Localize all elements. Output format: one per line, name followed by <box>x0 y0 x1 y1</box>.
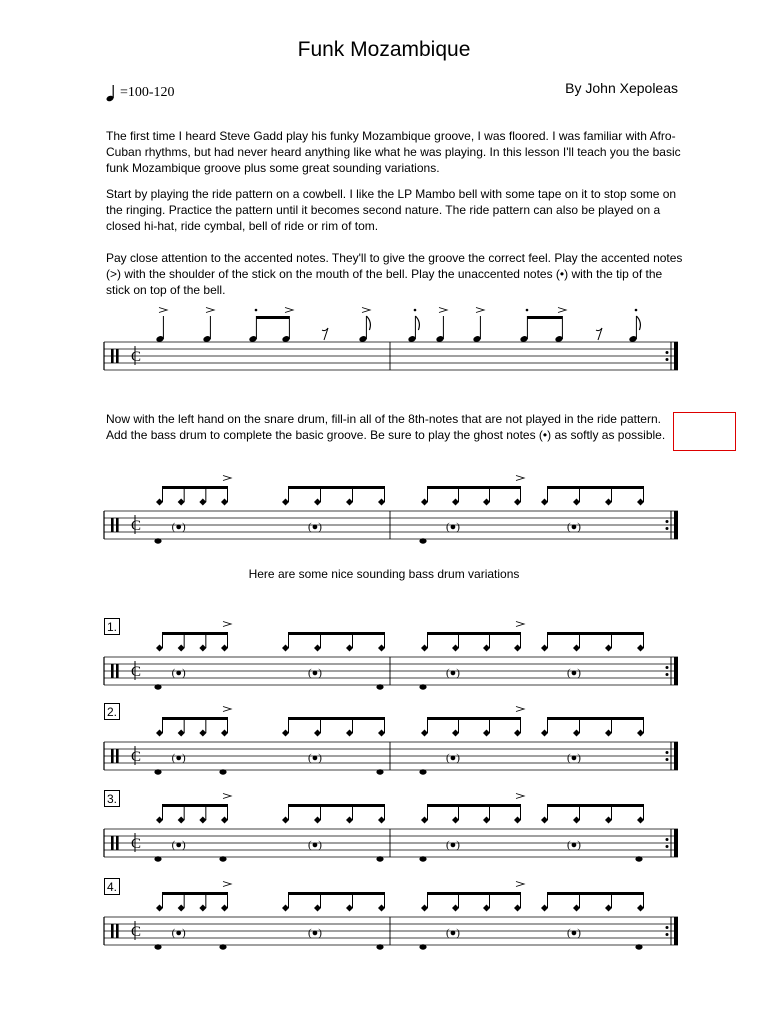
cut-time-symbol: C <box>131 664 142 680</box>
repeat-dot <box>666 758 669 761</box>
bell-note <box>541 499 548 506</box>
bell-note <box>452 817 459 824</box>
bass-drum-note <box>219 856 226 861</box>
beam <box>256 316 289 319</box>
accent-mark <box>223 707 231 712</box>
repeat-dot <box>666 527 669 530</box>
staccato-dot <box>526 309 529 312</box>
bell-note <box>178 645 185 652</box>
bell-note <box>514 645 521 652</box>
bell-note <box>573 817 580 824</box>
beam <box>289 486 385 489</box>
accent-mark <box>516 622 524 627</box>
bell-note <box>605 730 612 737</box>
accent-mark <box>223 794 231 799</box>
bass-drum-note <box>419 538 426 543</box>
bell-note <box>541 817 548 824</box>
accent-mark <box>206 308 214 313</box>
ghost-snare-note: (●) <box>446 752 460 764</box>
bell-note <box>346 730 353 737</box>
bass-drum-note <box>219 769 226 774</box>
author: By John Xepoleas <box>565 80 678 96</box>
page-title: Funk Mozambique <box>297 38 471 61</box>
intro-paragraph: The first time I heard Steve Gadd play his funky Mozambique groove, I was floored. I was familiar with Afro-Cuban rhythms, but had never heard anything like what he was playing. In this lesson I'll teach you the basic funk Mozambique groove plus some great sounding variations. <box>106 129 681 175</box>
cut-time-symbol: C <box>131 924 142 940</box>
accent-mark <box>362 308 370 313</box>
bell-note <box>573 499 580 506</box>
bell-note <box>637 645 644 652</box>
bell-note <box>156 905 163 912</box>
bell-note <box>199 817 206 824</box>
percussion-clef <box>111 349 114 363</box>
bell-note <box>199 730 206 737</box>
basic-groove-staff <box>100 466 684 546</box>
accent-mark <box>223 622 231 627</box>
bell-note <box>199 905 206 912</box>
bass-drum-note <box>154 856 161 861</box>
bell-note <box>421 730 428 737</box>
beam <box>289 892 385 895</box>
percussion-clef <box>111 518 114 532</box>
bell-note <box>314 817 321 824</box>
bass-drum-note <box>419 944 426 949</box>
bell-note <box>452 645 459 652</box>
variation-4 <box>100 872 684 952</box>
accent-mark <box>516 882 524 887</box>
final-barline <box>674 829 678 857</box>
bell-note <box>421 817 428 824</box>
bell-note <box>221 645 228 652</box>
bell-note <box>637 730 644 737</box>
bell-note <box>156 730 163 737</box>
bass-drum-note <box>376 856 383 861</box>
bell-note <box>573 730 580 737</box>
bass-drum-note <box>419 856 426 861</box>
bell-note <box>199 499 206 506</box>
bass-drum-note <box>154 538 161 543</box>
accent-mark <box>223 476 231 481</box>
bass-drum-note <box>154 944 161 949</box>
bass-drum-note <box>419 769 426 774</box>
bell-note <box>452 499 459 506</box>
bell-note <box>541 730 548 737</box>
note-flag <box>636 316 640 330</box>
bass-drum-note <box>376 684 383 689</box>
bell-note <box>282 645 289 652</box>
beam <box>548 632 644 635</box>
ghost-snare-note: (●) <box>567 752 581 764</box>
bell-note <box>378 817 385 824</box>
accent-mark <box>223 882 231 887</box>
final-barline <box>674 657 678 685</box>
bell-note <box>378 730 385 737</box>
bass-drum-note <box>376 769 383 774</box>
bell-note <box>378 645 385 652</box>
bass-drum-note <box>376 944 383 949</box>
ghost-snare-note: (●) <box>308 752 322 764</box>
beam <box>527 316 562 319</box>
final-barline <box>674 742 678 770</box>
bell-note <box>605 817 612 824</box>
ghost-snare-note: (●) <box>446 839 460 851</box>
bell-note <box>483 817 490 824</box>
final-barline <box>674 342 678 370</box>
ghost-snare-note: (●) <box>567 927 581 939</box>
repeat-dot <box>666 673 669 676</box>
ghost-snare-note: (●) <box>171 839 186 851</box>
bass-drum-note <box>635 856 642 861</box>
beam <box>548 717 644 720</box>
accent-mark <box>285 308 293 313</box>
bass-drum-note <box>154 684 161 689</box>
beam <box>163 717 228 720</box>
bell-note <box>178 817 185 824</box>
percussion-clef <box>111 924 114 938</box>
repeat-dot <box>666 838 669 841</box>
ghost-snare-note: (●) <box>567 839 581 851</box>
percussion-clef <box>116 749 119 763</box>
ghost-snare-note: (●) <box>446 927 460 939</box>
percussion-clef <box>111 836 114 850</box>
bell-note <box>514 499 521 506</box>
bell-note <box>605 905 612 912</box>
bell-note <box>514 817 521 824</box>
bell-note <box>573 645 580 652</box>
bell-note <box>282 817 289 824</box>
ride-pattern-staff <box>100 302 684 382</box>
accent-mark <box>516 707 524 712</box>
repeat-dot <box>666 351 669 354</box>
final-barline <box>674 917 678 945</box>
accent-mark <box>516 476 524 481</box>
variation-number: 4. <box>104 878 120 895</box>
bell-note <box>541 645 548 652</box>
ghost-snare-note: (●) <box>446 521 460 533</box>
bell-note <box>514 730 521 737</box>
variation-2-staff <box>100 697 684 777</box>
bell-note <box>637 817 644 824</box>
bell-note <box>483 645 490 652</box>
bass-drum-note <box>635 944 642 949</box>
beam <box>163 632 228 635</box>
cut-time-symbol: C <box>131 749 142 765</box>
bell-note <box>346 645 353 652</box>
bell-note <box>178 499 185 506</box>
bell-note <box>221 499 228 506</box>
bell-note <box>178 730 185 737</box>
beam <box>163 486 228 489</box>
bell-note <box>378 499 385 506</box>
variation-1 <box>100 612 684 692</box>
accent-mark <box>516 794 524 799</box>
eighth-rest <box>596 328 602 340</box>
cut-time-symbol: C <box>131 518 142 534</box>
variations-caption: Here are some nice sounding bass drum variations <box>248 567 520 581</box>
bell-note <box>282 905 289 912</box>
beam <box>548 804 644 807</box>
ride-paragraph: Start by playing the ride pattern on a cowbell. I like the LP Mambo bell with some tape on it to stop some on the ringing. Practice the pattern until it becomes second nature. The ride pattern can also be played on a closed hi-hat, ride cymbal, bell of ride or rim of tom. <box>106 187 677 233</box>
beam <box>548 892 644 895</box>
beam <box>289 804 385 807</box>
bell-note <box>452 905 459 912</box>
bell-note <box>346 905 353 912</box>
repeat-dot <box>666 933 669 936</box>
bell-note <box>637 499 644 506</box>
ghost-snare-note: (●) <box>308 927 322 939</box>
ghost-snare-note: (●) <box>308 839 322 851</box>
repeat-dot <box>666 751 669 754</box>
percussion-clef <box>116 518 119 532</box>
percussion-clef <box>116 924 119 938</box>
quarter-note-icon <box>106 84 116 102</box>
bell-note <box>452 730 459 737</box>
bell-note <box>314 645 321 652</box>
bell-note <box>605 499 612 506</box>
percussion-clef <box>116 349 119 363</box>
bell-note <box>282 499 289 506</box>
bell-note <box>282 730 289 737</box>
note-flag <box>415 316 419 330</box>
ghost-snare-note: (●) <box>446 667 460 679</box>
percussion-clef <box>116 664 119 678</box>
ghost-snare-note: (●) <box>308 667 322 679</box>
bell-note <box>483 905 490 912</box>
repeat-dot <box>666 666 669 669</box>
beam <box>428 632 521 635</box>
variation-number: 1. <box>104 618 120 635</box>
bell-note <box>156 499 163 506</box>
repeat-dot <box>666 520 669 523</box>
beam <box>289 717 385 720</box>
note-flag <box>366 316 370 330</box>
bell-note <box>178 905 185 912</box>
highlight-box <box>673 412 736 451</box>
repeat-dot <box>666 358 669 361</box>
percussion-clef <box>116 836 119 850</box>
bell-note <box>421 645 428 652</box>
beam <box>163 892 228 895</box>
bell-note <box>514 905 521 912</box>
beam <box>289 632 385 635</box>
bell-note <box>221 905 228 912</box>
ghost-snare-note: (●) <box>567 667 581 679</box>
ghost-snare-note: (●) <box>567 521 581 533</box>
bass-drum-note <box>419 684 426 689</box>
bell-note <box>314 905 321 912</box>
bell-note <box>573 905 580 912</box>
bell-note <box>483 499 490 506</box>
bell-note <box>314 730 321 737</box>
bell-note <box>346 817 353 824</box>
beam <box>428 804 521 807</box>
bell-note <box>541 905 548 912</box>
accent-mark <box>159 308 167 313</box>
accent-paragraph: Pay close attention to the accented notes. They'll to give the groove the correct feel. Play the accented notes (>) with the shoulder of the stick on the mouth of the bell. Play the unaccented notes (•) with the tip of the stick on top of the bell. <box>106 251 683 297</box>
accent-mark <box>439 308 447 313</box>
ghost-snare-note: (●) <box>171 667 186 679</box>
bell-note <box>314 499 321 506</box>
groove-paragraph: Now with the left hand on the snare drum, fill-in all of the 8th-notes that are not played in the ride pattern. Add the bass drum to complete the basic groove. Be sure to play the ghost notes (•) as softly as possible. <box>106 412 666 442</box>
beam <box>163 804 228 807</box>
variation-1-staff <box>100 612 684 692</box>
staccato-dot <box>414 309 417 312</box>
beam <box>428 486 521 489</box>
bell-note <box>346 499 353 506</box>
bell-note <box>483 730 490 737</box>
accent-mark <box>476 308 484 313</box>
bell-note <box>156 645 163 652</box>
staccato-dot <box>635 309 638 312</box>
bell-note <box>421 905 428 912</box>
variation-number: 3. <box>104 790 120 807</box>
bell-note <box>605 645 612 652</box>
bell-note <box>221 730 228 737</box>
cut-time-symbol: C <box>131 836 142 852</box>
accent-mark <box>558 308 566 313</box>
bell-note <box>156 817 163 824</box>
beam <box>428 717 521 720</box>
ghost-snare-note: (●) <box>171 521 186 533</box>
bell-note <box>199 645 206 652</box>
staccato-dot <box>255 309 258 312</box>
variation-2 <box>100 697 684 777</box>
bass-drum-note <box>219 944 226 949</box>
beam <box>548 486 644 489</box>
percussion-clef <box>111 749 114 763</box>
percussion-clef <box>111 664 114 678</box>
final-barline <box>674 511 678 539</box>
ghost-snare-note: (●) <box>171 752 186 764</box>
bell-note <box>637 905 644 912</box>
bell-note <box>221 817 228 824</box>
bell-note <box>421 499 428 506</box>
variation-3-staff <box>100 784 684 864</box>
ghost-snare-note: (●) <box>308 521 322 533</box>
repeat-dot <box>666 926 669 929</box>
eighth-rest <box>322 328 328 340</box>
repeat-dot <box>666 845 669 848</box>
variation-number: 2. <box>104 703 120 720</box>
ghost-snare-note: (●) <box>171 927 186 939</box>
variation-4-staff <box>100 872 684 952</box>
tempo-marking <box>106 84 175 102</box>
beam <box>428 892 521 895</box>
tempo-text: =100-120 <box>120 85 175 100</box>
bass-drum-note <box>154 769 161 774</box>
cut-time-symbol: C <box>131 349 142 365</box>
bell-note <box>378 905 385 912</box>
variation-3 <box>100 784 684 864</box>
